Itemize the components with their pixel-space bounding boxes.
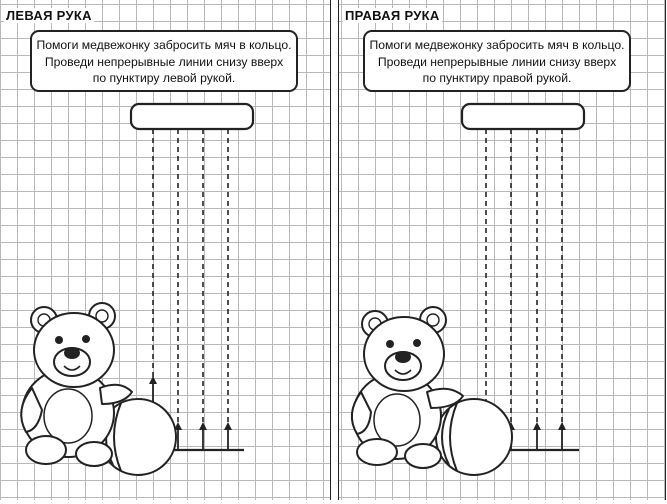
arrow-up-icon (199, 422, 207, 430)
arrow-up-icon (224, 422, 232, 430)
arrow-up-icon (533, 422, 541, 430)
ball-icon (436, 399, 512, 475)
page-title-right: ПРАВАЯ РУКА (345, 8, 440, 23)
instruction-line: Помоги медвежонку забросить мяч в кольцо. (369, 38, 625, 52)
instruction-line: Помоги медвежонку забросить мяч в кольцо. (36, 38, 292, 52)
arrow-up-icon (558, 422, 566, 430)
dotted-trace-lines (153, 129, 228, 424)
left-page (0, 0, 331, 500)
hoop-icon (131, 104, 253, 129)
arrow-up-icon (149, 376, 157, 384)
instruction-line: по пунктиру правой рукой. (422, 71, 572, 85)
dotted-trace-lines (486, 129, 562, 424)
page-title-left: ЛЕВАЯ РУКА (6, 8, 92, 23)
hoop-icon (462, 104, 584, 129)
instruction-line: Проведи непрерывные линии снизу вверх (44, 54, 284, 69)
right-page (338, 0, 666, 500)
exercise-artwork-right (339, 0, 665, 500)
instruction-line: по пунктиру левой рукой. (92, 71, 236, 85)
exercise-artwork-left (0, 0, 330, 500)
instruction-line: Проведи непрерывные линии снизу вверх (377, 54, 617, 69)
